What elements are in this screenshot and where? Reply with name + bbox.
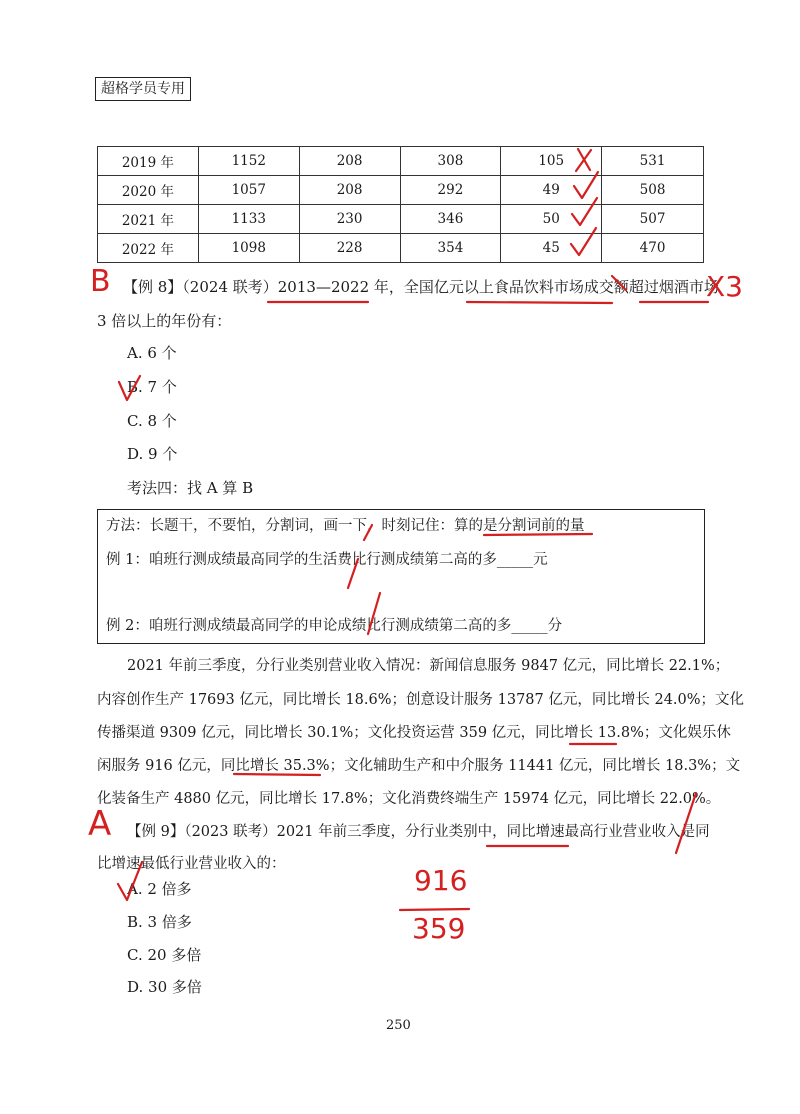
question-9-line2: 比增速最低行业营业收入的： [97,856,286,872]
question-8-stem: 2013—2022 年，全国亿元以上食品饮料市场成交额超过烟酒市场 [277,278,719,296]
table-cell: 308 [400,147,501,176]
table-cell: 470 [602,234,704,263]
q9-option-d: D. 30 多倍 [127,978,202,996]
question-8-line1 [123,276,719,298]
table-cell: 2019 年 [98,147,199,176]
q8-option-c: C. 8 个 [127,412,177,430]
q9-option-b: B. 3 倍多 [127,913,192,931]
denominator-mark: 359 [412,912,466,945]
data-table [97,146,704,263]
page-number: 250 [386,1018,411,1033]
table-cell: 208 [299,176,400,205]
table-cell: 346 [400,205,501,234]
paragraph-line: 传播渠道 9309 亿元，同比增长 30.1%；文化投资运营 359 亿元，同比增长 13.8%；文化娱乐休 [97,725,731,741]
table-row [98,205,704,234]
paragraph-line: 闲服务 916 亿元，同比增长 35.3%；文化辅助生产和中介服务 11441 亿元，同比增长 18.3%；文 [97,758,741,774]
method-box [97,509,705,644]
table-cell: 49 [501,176,602,205]
table-cell: 230 [299,205,400,234]
times-three-mark: X3 [706,270,743,303]
q9-option-a: A. 2 倍多 [127,880,192,898]
underline-mark [467,302,612,303]
table-cell: 1098 [198,234,299,263]
question-8-lead: 【例 8】（2024 联考） [123,278,278,296]
paragraph-line: 内容创作生产 17693 亿元，同比增长 18.6%；创意设计服务 13787 亿元，同比增长 24.0%；文化 [97,692,745,708]
table-cell: 1057 [198,176,299,205]
q8-option-a: A. 6 个 [127,344,177,362]
question-8-line2: 3 倍以上的年份有： [97,312,232,330]
table-cell: 2020 年 [98,176,199,205]
question-9-line1: 【例 9】（2023 联考）2021 年前三季度，分行业类别中，同比增速最高行业营业收入是同 [127,824,710,840]
table-cell: 507 [602,205,704,234]
q8-answer-mark: B [90,264,111,299]
table-cell: 531 [602,147,704,176]
q9-option-c: C. 20 多倍 [127,946,202,964]
table-cell: 354 [400,234,501,263]
table-cell: 45 [501,234,602,263]
table-row [98,234,704,263]
fraction-bar [400,909,469,910]
section-title: 考法四：找 A 算 B [127,479,254,497]
header-label: 超格学员专用 [95,77,191,101]
table-cell: 2021 年 [98,205,199,234]
paragraph-line: 化装备生产 4880 亿元，同比增长 17.8%；文化消费终端生产 15974 亿元，同比增长 22.0%。 [97,791,721,807]
table-row [98,147,704,176]
table-cell: 292 [400,176,501,205]
example-1-line: 例 1：咱班行测成绩最高同学的生活费比行测成绩第二高的多_____元 [106,552,548,568]
table-cell: 1152 [198,147,299,176]
q8-option-b: B. 7 个 [127,378,177,396]
table-cell: 2022 年 [98,234,199,263]
method-line: 方法：长题干，不要怕，分割词，画一下，时刻记住：算的是分割词前的量 [106,518,585,534]
paragraph-line: 2021 年前三季度，分行业类别营业收入情况：新闻信息服务 9847 亿元，同比增长 22.1%； [127,658,730,674]
table-cell: 208 [299,147,400,176]
q8-option-d: D. 9 个 [127,445,178,463]
table-cell: 508 [602,176,704,205]
table-cell: 105 [501,147,602,176]
table-cell: 50 [501,205,602,234]
example-2-line: 例 2：咱班行测成绩最高同学的申论成绩比行测成绩第二高的多_____分 [106,618,563,634]
q9-answer-mark: A [88,804,112,844]
table-cell: 1133 [198,205,299,234]
table-cell: 228 [299,234,400,263]
numerator-mark: 916 [414,864,468,897]
table-row [98,176,704,205]
